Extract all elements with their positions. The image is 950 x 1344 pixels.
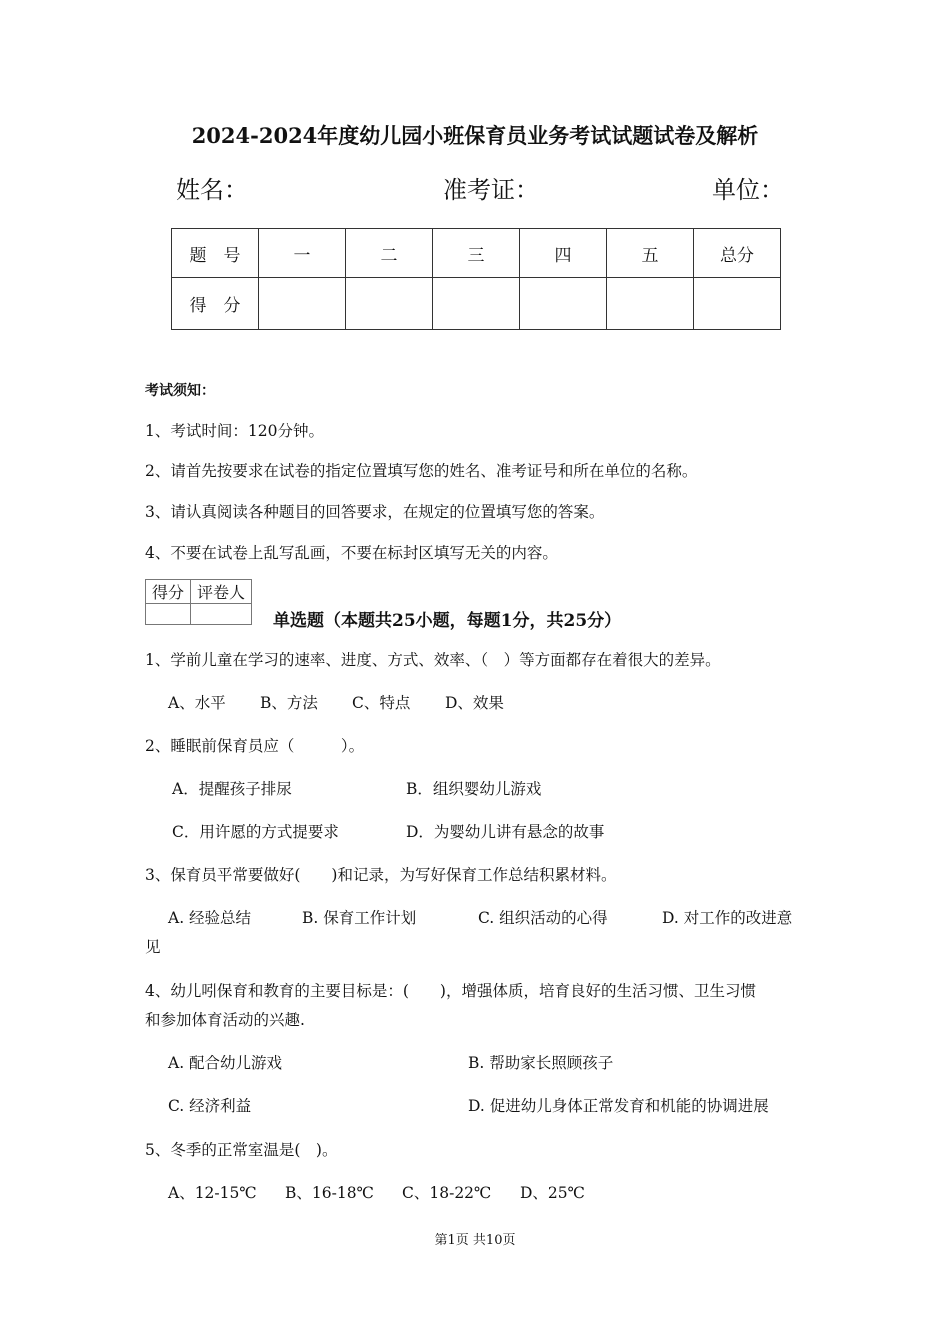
- option: A、12-15℃: [168, 1184, 257, 1202]
- section-heading: 单选题（本题共25小题，每题1分，共25分）: [273, 611, 622, 631]
- option: B、方法: [260, 694, 318, 712]
- question-stem: 5、冬季的正常室温是( )。: [145, 1141, 338, 1159]
- score-header-cell: 总分: [694, 229, 781, 278]
- score-table-header-row: [172, 229, 781, 278]
- score-header-cell: 题 号: [172, 229, 259, 278]
- score-header-cell: 五: [607, 229, 694, 278]
- notice-heading: 考试须知：: [145, 383, 215, 399]
- option: A. 经验总结: [168, 909, 252, 927]
- notice-item: 3、请认真阅读各种题目的回答要求，在规定的位置填写您的答案。: [145, 503, 605, 521]
- score-cell[interactable]: [433, 278, 520, 330]
- option: B．组织婴幼儿游戏: [406, 780, 542, 798]
- notice-item: 4、不要在试卷上乱写乱画，不要在标封区填写无关的内容。: [145, 544, 558, 562]
- page-title: 2024-2024年度幼儿园小班保育员业务考试试题试卷及解析: [191, 123, 759, 148]
- grader-score-cell[interactable]: [146, 604, 191, 625]
- score-cell[interactable]: [346, 278, 433, 330]
- option: B、16-18℃: [285, 1184, 374, 1202]
- option: C、特点: [352, 694, 411, 712]
- option: A、水平: [168, 694, 226, 712]
- option: C、18-22℃: [402, 1184, 492, 1202]
- question-stem: 1、学前儿童在学习的速率、进度、方式、效率、（ ）等方面都存在着很大的差异。: [145, 651, 721, 669]
- score-cell[interactable]: [520, 278, 607, 330]
- question-stem-cont: 和参加体育活动的兴趣.: [145, 1011, 305, 1029]
- option-wrap: 见: [145, 938, 161, 956]
- question-stem: 4、幼儿吲保育和教育的主要目标是：( )，增强体质，培育良好的生活习惯、卫生习惯: [145, 982, 756, 1000]
- option: D、25℃: [520, 1184, 585, 1202]
- notice-item: 1、考试时间：120分钟。: [145, 422, 324, 440]
- option: A. 配合幼儿游戏: [168, 1054, 283, 1072]
- question-stem: 2、睡眠前保育员应（ ）。: [145, 737, 365, 755]
- option: B. 帮助家长照顾孩子: [468, 1054, 614, 1072]
- option: D．为婴幼儿讲有悬念的故事: [406, 823, 605, 841]
- option: C. 组织活动的心得: [478, 909, 608, 927]
- option: D. 促进幼儿身体正常发育和机能的协调进展: [468, 1097, 769, 1115]
- score-table: [171, 228, 781, 330]
- score-row-label: 得 分: [172, 278, 259, 330]
- option: D、效果: [445, 694, 504, 712]
- exam-id-field-label: 准考证：: [443, 176, 539, 204]
- option: D. 对工作的改进意: [662, 909, 793, 927]
- name-field-label: 姓名：: [176, 176, 248, 204]
- grader-name-cell[interactable]: [191, 604, 252, 625]
- score-table-score-row: [172, 278, 781, 330]
- score-header-cell: 二: [346, 229, 433, 278]
- score-cell[interactable]: [694, 278, 781, 330]
- score-cell[interactable]: [259, 278, 346, 330]
- question-stem: 3、保育员平常要做好( )和记录，为写好保育工作总结积累材料。: [145, 866, 617, 884]
- notice-item: 2、请首先按要求在试卷的指定位置填写您的姓名、准考证号和所在单位的名称。: [145, 462, 698, 480]
- option: C. 经济利益: [168, 1097, 252, 1115]
- option: B. 保育工作计划: [302, 909, 417, 927]
- grader-box: [145, 579, 252, 625]
- unit-field-label: 单位：: [712, 176, 784, 204]
- option: C．用许愿的方式提要求: [172, 823, 339, 841]
- grader-name-label: 评卷人: [191, 580, 252, 604]
- score-cell[interactable]: [607, 278, 694, 330]
- option: A．提醒孩子排尿: [172, 780, 292, 798]
- score-header-cell: 四: [520, 229, 607, 278]
- score-header-cell: 三: [433, 229, 520, 278]
- page-footer: 第1页 共10页: [434, 1233, 516, 1248]
- grader-score-label: 得分: [146, 580, 191, 604]
- score-header-cell: 一: [259, 229, 346, 278]
